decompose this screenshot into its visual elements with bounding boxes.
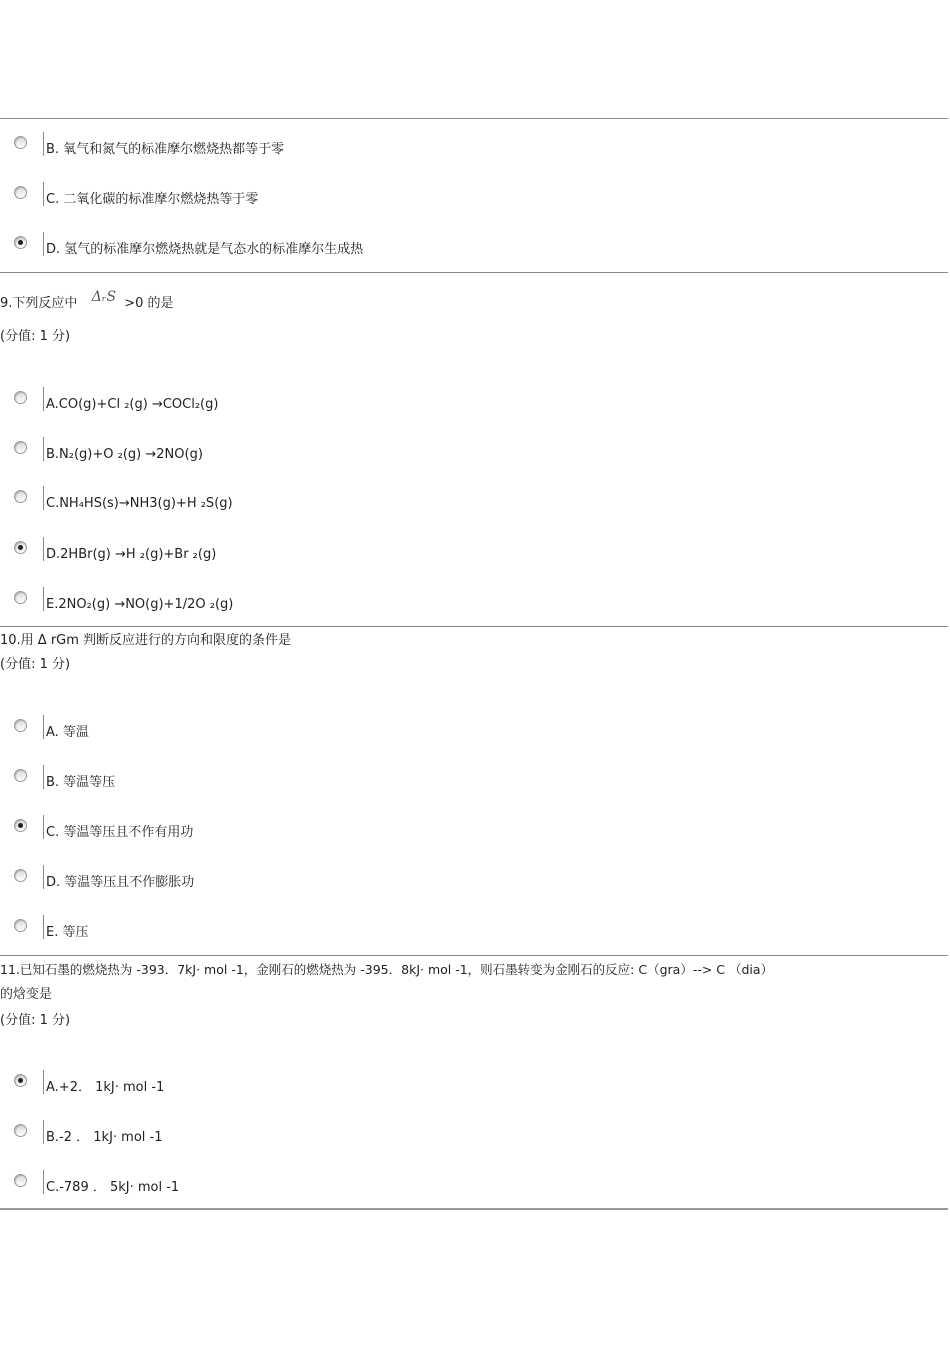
option-label: D. 氢气的标准摩尔燃烧热就是气态水的标准摩尔生成热 [46, 242, 364, 257]
option-separator [43, 587, 44, 611]
q8-option-b[interactable] [14, 132, 914, 158]
radio-button[interactable] [14, 490, 27, 503]
radio-button[interactable] [14, 441, 27, 454]
q10-option-d[interactable] [14, 865, 914, 891]
option-separator [43, 232, 44, 256]
question-9 [0, 289, 174, 313]
q10-option-b[interactable] [14, 765, 914, 791]
option-label: D. 等温等压且不作膨胀功 [46, 875, 195, 890]
option-label: B. 等温等压 [46, 775, 116, 790]
divider [0, 1208, 948, 1210]
question-text-tail: >0 的是 [124, 296, 174, 311]
option-separator [43, 1170, 44, 1194]
radio-button[interactable] [14, 391, 27, 404]
radio-button-selected[interactable] [14, 1074, 27, 1087]
option-label: B.N₂(g)+O ₂(g) →2NO(g) [46, 447, 203, 462]
option-label: B.-2 ． 1kJ· mol -1 [46, 1130, 163, 1145]
option-separator [43, 815, 44, 839]
radio-button[interactable] [14, 136, 27, 149]
q10-option-e[interactable] [14, 915, 914, 941]
question-11-line2: 的焓变是 [0, 987, 53, 1002]
option-separator [43, 765, 44, 789]
q11-option-a[interactable] [14, 1070, 914, 1096]
radio-button[interactable] [14, 869, 27, 882]
option-label: A.CO(g)+Cl ₂(g) →COCl₂(g) [46, 397, 219, 412]
option-separator [43, 537, 44, 561]
option-label: E. 等压 [46, 925, 89, 940]
option-separator [43, 437, 44, 461]
question-11: 11.已知石墨的燃烧热为 -393．7kJ· mol -1，金刚石的燃烧热为 -395．8kJ· mol -1，则石墨转变为金刚石的反应: C（gra）--> C （dia） [0, 962, 774, 977]
option-separator [43, 182, 44, 206]
divider [0, 118, 948, 119]
divider [0, 626, 948, 627]
q8-option-c[interactable] [14, 182, 914, 208]
question-points: (分值: 1 分) [0, 657, 71, 672]
option-label: C.NH₄HS(s)→NH3(g)+H ₂S(g) [46, 496, 233, 511]
option-label: A. 等温 [46, 725, 89, 740]
option-label: C.-789 ． 5kJ· mol -1 [46, 1180, 180, 1195]
q8-option-d[interactable] [14, 232, 914, 258]
radio-button-selected[interactable] [14, 819, 27, 832]
question-text: 下列反应中 [12, 296, 78, 311]
option-label: E.2NO₂(g) →NO(g)+1/2O ₂(g) [46, 597, 234, 612]
q11-option-c[interactable] [14, 1170, 914, 1196]
radio-button-selected[interactable] [14, 236, 27, 249]
q10-option-c[interactable] [14, 815, 914, 841]
q9-option-e[interactable] [14, 587, 914, 613]
q9-option-b[interactable] [14, 437, 914, 463]
option-separator [43, 132, 44, 156]
q9-option-c[interactable] [14, 486, 914, 512]
question-10: 10.用 Δ rGm 判断反应进行的方向和限度的条件是 [0, 633, 292, 648]
divider [0, 272, 948, 273]
option-separator [43, 486, 44, 510]
option-separator [43, 1070, 44, 1094]
option-label: B. 氧气和氮气的标准摩尔燃烧热都等于零 [46, 142, 285, 157]
question-points: (分值: 1 分) [0, 329, 71, 344]
divider [0, 955, 948, 956]
q10-option-a[interactable] [14, 715, 914, 741]
radio-button-selected[interactable] [14, 541, 27, 554]
radio-button[interactable] [14, 1124, 27, 1137]
question-points: (分值: 1 分) [0, 1013, 71, 1028]
option-separator [43, 715, 44, 739]
entropy-symbol: ΔᵣS [91, 289, 117, 305]
q9-option-a[interactable] [14, 387, 914, 413]
radio-button[interactable] [14, 1174, 27, 1187]
q11-option-b[interactable] [14, 1120, 914, 1146]
option-separator [43, 915, 44, 939]
option-label: C. 二氧化碳的标准摩尔燃烧热等于零 [46, 192, 259, 207]
question-number: 9. [0, 296, 13, 311]
option-separator [43, 1120, 44, 1144]
option-label: D.2HBr(g) →H ₂(g)+Br ₂(g) [46, 547, 217, 562]
radio-button[interactable] [14, 719, 27, 732]
option-separator [43, 865, 44, 889]
radio-button[interactable] [14, 769, 27, 782]
radio-button[interactable] [14, 591, 27, 604]
option-label: C. 等温等压且不作有用功 [46, 825, 194, 840]
radio-button[interactable] [14, 186, 27, 199]
radio-button[interactable] [14, 919, 27, 932]
q9-option-d[interactable] [14, 537, 914, 563]
option-label: A.+2． 1kJ· mol -1 [46, 1080, 165, 1095]
option-separator [43, 387, 44, 411]
